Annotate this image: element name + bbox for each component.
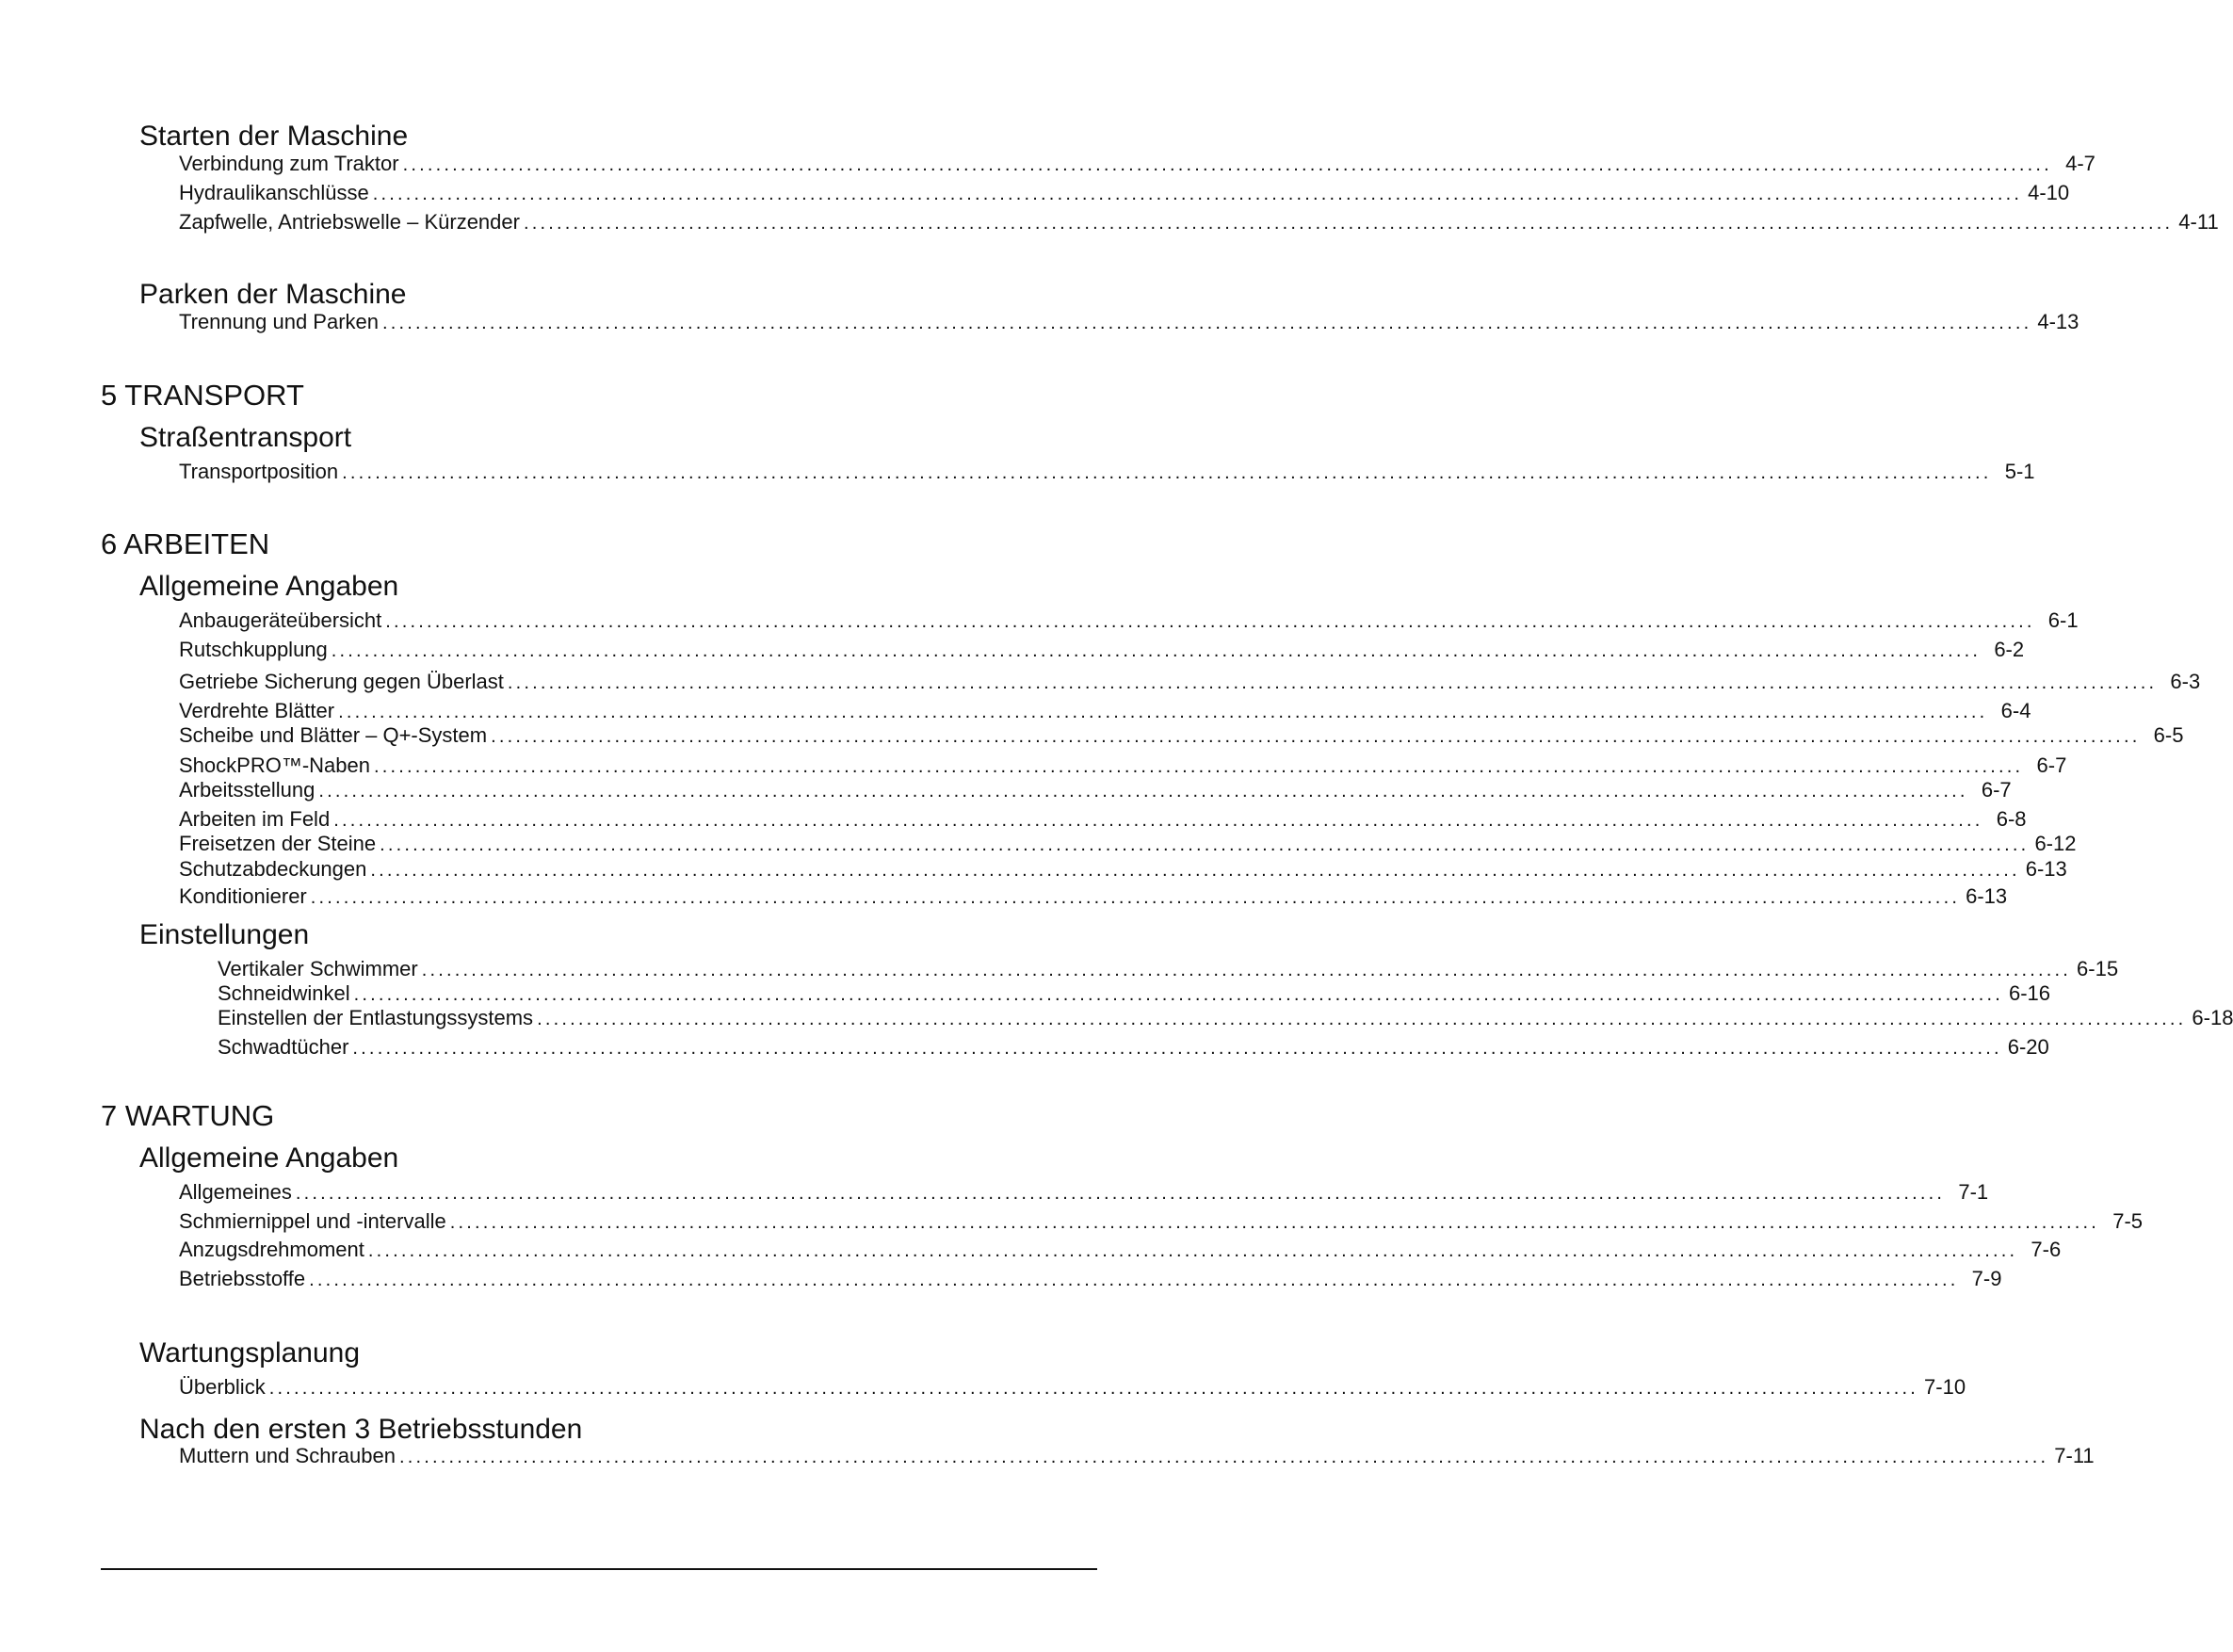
toc-entry-title: Trennung und Parken [179,310,379,333]
toc-entry-title: Konditionierer [179,884,307,908]
section-heading-einstellungen: Einstellungen [139,919,310,950]
section-heading-nach-den-ersten: Nach den ersten 3 Betriebsstunden [139,1414,583,1445]
section-heading-starten: Starten der Maschine [139,121,409,152]
toc-entry-page: 6-1 [2047,608,2079,632]
dot-leader: ........................................................................................................................................................................................................ [421,960,2072,980]
toc-entry-page: 6-3 [2170,670,2201,693]
toc-entry-title: Rutschkupplung [179,638,328,661]
toc-entry[interactable] [179,460,2035,484]
toc-entry-page: 6-15 [2077,957,2119,980]
toc-entry[interactable] [179,1444,2095,1468]
dot-leader: ........................................................................................................................................................................................................ [338,702,1988,722]
dot-leader: ........................................................................................................................................................................................................ [385,611,2035,632]
dot-leader: ........................................................................................................................................................................................................ [367,1240,2018,1261]
toc-entry[interactable] [218,957,2119,981]
toc-entry[interactable] [179,857,2067,882]
dot-leader: ........................................................................................................................................................................................................ [310,887,1961,908]
toc-entry-page: 6-13 [2025,857,2067,881]
section-heading-parken: Parken der Maschine [139,279,407,310]
toc-entry[interactable] [179,778,2012,802]
footer-divider [101,1568,1097,1570]
dot-leader: ........................................................................................................................................................................................................ [353,984,2003,1005]
toc-entry[interactable] [179,807,2027,832]
toc-entry-title: Anbaugeräteübersicht [179,608,382,632]
toc-entry-page: 7-1 [1958,1180,1989,1204]
toc-entry-page: 6-12 [2034,832,2077,855]
dot-leader: ........................................................................................................................................................................................................ [507,672,2158,693]
toc-entry-title: Verdrehte Blätter [179,699,335,722]
toc-entry-title: ShockPRO™-Naben [179,753,370,777]
dot-leader: ........................................................................................................................................................................................................ [449,1212,2100,1233]
toc-entry[interactable] [179,884,2008,909]
toc-entry-page: 6-20 [2007,1035,2049,1059]
dot-leader: ........................................................................................................................................................................................................ [380,834,2030,855]
toc-entry-title: Verbindung zum Traktor [179,152,399,175]
dot-leader: ........................................................................................................................................................................................................ [382,313,2032,333]
toc-entry-page: 7-11 [2054,1444,2095,1467]
toc-entry[interactable] [179,1209,2144,1234]
toc-entry[interactable] [179,1238,2062,1262]
section-heading-wartungsplanung: Wartungsplanung [139,1337,361,1369]
chapter-heading-arbeiten: 6 ARBEITEN [101,527,270,560]
dot-leader: ........................................................................................................................................................................................................ [523,213,2174,234]
toc-entry-title: Getriebe Sicherung gegen Überlast [179,670,504,693]
toc-entry-title: Zapfwelle, Antriebswelle – Kürzender [179,210,520,234]
toc-entry-page: 7-5 [2112,1209,2144,1233]
toc-entry[interactable] [179,608,2079,633]
toc-entry-page: 7-6 [2031,1238,2062,1261]
dot-leader: ........................................................................................................................................................................................................ [309,1270,1959,1290]
toc-entry[interactable] [179,1180,1989,1205]
dot-leader: ........................................................................................................................................................................................................ [370,860,2020,881]
toc-entry-title: Allgemeines [179,1180,292,1204]
dot-leader: ........................................................................................................................................................................................................ [318,781,1968,802]
toc-entry-page: 6-18 [2192,1006,2233,1029]
toc-entry-page: 6-2 [1994,638,2025,661]
toc-entry-title: Scheibe und Blätter – Q+-System [179,723,488,747]
toc-entry[interactable] [218,1035,2049,1060]
section-heading-allgemeine-angaben-7: Allgemeine Angaben [139,1142,399,1174]
toc-entry[interactable] [179,310,2079,334]
section-heading-strassentransport: Straßentransport [139,422,352,453]
toc-entry-page: 6-8 [1996,807,2027,831]
dot-leader: ........................................................................................................................................................................................................ [398,1447,2049,1467]
section-heading-allgemeine-angaben-6: Allgemeine Angaben [139,571,399,602]
dot-leader: ........................................................................................................................................................................................................ [331,640,1982,661]
toc-entry[interactable] [218,981,2051,1006]
toc-entry[interactable] [179,699,2031,723]
toc-entry-title: Schmiernippel und -intervalle [179,1209,446,1233]
toc-entry-page: 7-9 [1971,1267,2002,1290]
toc-entry-title: Vertikaler Schwimmer [218,957,418,980]
toc-entry-title: Anzugsdrehmoment [179,1238,364,1261]
chapter-heading-wartung: 7 WARTUNG [101,1099,275,1132]
toc-entry[interactable] [218,1006,2233,1030]
toc-entry-page: 4-11 [2178,210,2219,234]
dot-leader: ........................................................................................................................................................................................................ [352,1038,2002,1059]
toc-entry-page: 5-1 [2004,460,2035,483]
toc-entry-page: 6-13 [1966,884,2008,908]
toc-entry[interactable] [179,670,2201,694]
toc-entry-page: 4-13 [2037,310,2079,333]
toc-entry[interactable] [179,638,2025,662]
toc-entry-title: Hydraulikanschlüsse [179,181,369,204]
toc-entry-page: 6-4 [2000,699,2031,722]
toc-entry-title: Einstellen der Entlastungssystems [218,1006,534,1029]
toc-entry-page: 6-7 [1981,778,2012,802]
toc-entry[interactable] [179,832,2077,856]
toc-entry-title: Betriebsstoffe [179,1267,306,1290]
toc-entry-page: 6-5 [2153,723,2184,747]
dot-leader: ........................................................................................................................................................................................................ [268,1378,1919,1399]
dot-leader: ........................................................................................................................................................................................................ [373,756,2024,777]
dot-leader: ........................................................................................................................................................................................................ [402,154,2052,175]
toc-entry-title: Transportposition [179,460,339,483]
toc-entry-page: 6-16 [2008,981,2051,1005]
toc-entry-page: 7-10 [1924,1375,1966,1399]
toc-entry-page: 4-10 [2028,181,2070,204]
dot-leader: ........................................................................................................................................................................................................ [372,184,2023,204]
toc-entry-title: Freisetzen der Steine [179,832,377,855]
toc-entry[interactable] [179,1375,1966,1400]
toc-entry-title: Schutzabdeckungen [179,857,367,881]
chapter-heading-transport: 5 TRANSPORT [101,379,304,412]
toc-entry[interactable] [179,181,2070,205]
toc-entry-title: Schneidwinkel [218,981,350,1005]
toc-entry[interactable] [179,152,2095,176]
dot-leader: ........................................................................................................................................................................................................ [295,1183,1946,1204]
toc-entry[interactable] [179,210,2219,235]
dot-leader: ........................................................................................................................................................................................................ [537,1009,2187,1029]
dot-leader: ........................................................................................................................................................................................................ [342,462,1992,483]
toc-entry-title: Überblick [179,1375,266,1399]
dot-leader: ........................................................................................................................................................................................................ [333,810,1983,831]
toc-entry-title: Schwadtücher [218,1035,349,1059]
toc-entry-title: Muttern und Schrauben [179,1444,396,1467]
dot-leader: ........................................................................................................................................................................................................ [491,726,2141,747]
toc-entry[interactable] [179,753,2067,778]
toc-entry-title: Arbeiten im Feld [179,807,331,831]
toc-entry-page: 4-7 [2065,152,2095,175]
toc-entry[interactable] [179,1267,2002,1291]
toc-entry[interactable] [179,723,2184,748]
toc-entry-title: Arbeitsstellung [179,778,316,802]
toc-entry-page: 6-7 [2036,753,2067,777]
